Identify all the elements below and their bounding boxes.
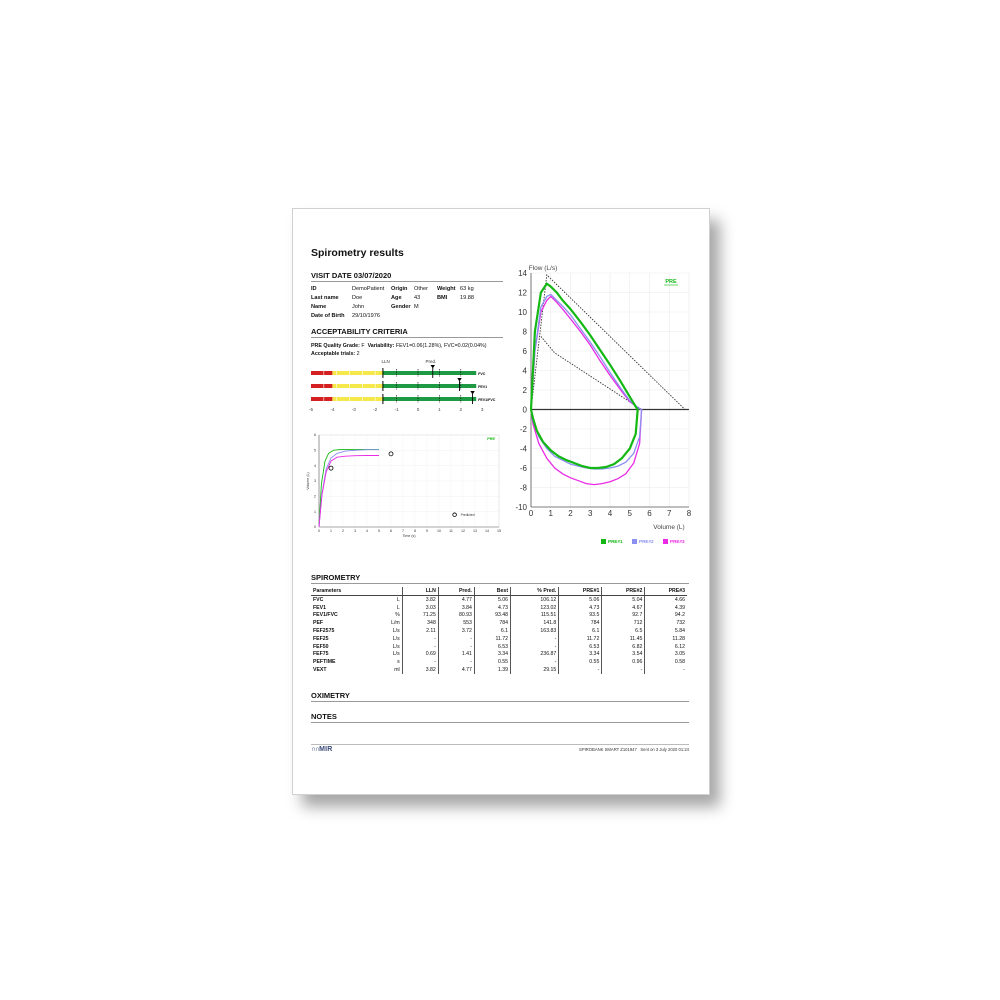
table-cell: 163.83 [511, 627, 559, 635]
z-axis-tick: -2 [373, 407, 378, 412]
vt-x-tick: 2 [342, 529, 344, 533]
table-cell: - [602, 666, 645, 674]
patient-field-label [391, 312, 414, 321]
fv-y-tick: -10 [515, 502, 527, 512]
vt-x-tick: 11 [449, 529, 453, 533]
z-bar-label: FEV1 [478, 385, 488, 389]
vt-x-tick: 15 [497, 529, 501, 533]
table-cell: - [511, 658, 559, 666]
fv-y-tick: 14 [518, 268, 527, 278]
table-cell: 3.82 [402, 666, 438, 674]
vt-y-tick: 2 [314, 494, 316, 499]
patient-field-value: Other [414, 286, 428, 292]
patient-row [311, 303, 483, 312]
spirometry-table-wrap [311, 587, 687, 674]
spirometry-heading: SPIROMETRY [311, 573, 361, 582]
fv-y-tick: -4 [519, 444, 527, 454]
parameter-name: FEV1/FVC [313, 612, 338, 619]
report-title: Spirometry results [311, 247, 404, 259]
table-cell: 4.67 [602, 604, 645, 612]
spirometry-column-header: PRE#3 [645, 587, 687, 596]
patient-field-label: BMI [437, 295, 448, 301]
parameter-unit: L/s [392, 643, 400, 650]
z-axis-tick: 2 [459, 407, 463, 412]
table-cell: 80.93 [438, 612, 474, 620]
parameter-unit: L/m [391, 620, 400, 627]
fv-x-tick: 1 [548, 509, 553, 518]
table-cell: - [402, 635, 438, 643]
table-cell: 0.58 [645, 658, 687, 666]
z-axis-tick: -4 [330, 407, 335, 412]
table-cell: 94.2 [645, 612, 687, 620]
table-cell: - [645, 666, 687, 674]
table-cell: 93.48 [474, 612, 510, 620]
report-page [292, 208, 710, 795]
spirometry-row [311, 666, 687, 674]
table-cell: 784 [474, 619, 510, 627]
spirometry-row [311, 627, 687, 635]
table-cell: 0.55 [474, 658, 510, 666]
flow-volume-chart [511, 261, 701, 551]
vt-x-tick: 10 [437, 529, 441, 533]
patient-field-label: ID [311, 286, 317, 292]
spirometry-column-header: PRE#2 [602, 587, 645, 596]
patient-field-value: M [414, 304, 419, 310]
fv-x-tick: 5 [627, 509, 632, 518]
volume-time-chart [303, 431, 515, 543]
table-cell: 71.25 [402, 612, 438, 620]
z-axis-tick: 1 [438, 407, 441, 412]
table-cell: - [438, 643, 474, 651]
table-cell: 6.5 [602, 627, 645, 635]
table-cell: 3.34 [474, 651, 510, 659]
footer-info [579, 747, 689, 752]
table-cell: - [511, 643, 559, 651]
fv-y-label: Flow (L/s) [528, 265, 558, 272]
parameter-name: FEV1 [313, 604, 326, 611]
footer-divider [311, 744, 689, 745]
vt-y-tick: 6 [314, 433, 316, 438]
vt-x-tick: 14 [485, 529, 489, 533]
vt-y-tick: 3 [314, 479, 316, 484]
pred-label: Pred. [425, 359, 437, 364]
table-cell: 141.8 [511, 619, 559, 627]
spirometry-row [311, 619, 687, 627]
parameter-name: PEFTIME [313, 659, 336, 666]
spirometry-column-header: LLN [402, 587, 438, 596]
table-cell: - [559, 666, 602, 674]
parameter-name: FEF2575 [313, 628, 335, 635]
table-cell: 92.7 [602, 612, 645, 620]
table-cell: 3.72 [438, 627, 474, 635]
patient-field-value: 19.88 [460, 295, 474, 301]
table-cell: 2.11 [402, 627, 438, 635]
spirometry-table [311, 587, 687, 674]
quality-label: PRE Quality Grade: [311, 343, 360, 349]
patient-field-value: 43 [414, 295, 421, 301]
fv-y-tick: 0 [522, 405, 527, 415]
patient-field-value [460, 303, 483, 312]
vt-x-tick: 6 [390, 529, 392, 533]
z-bar-red [311, 384, 332, 388]
fv-x-tick: 0 [528, 509, 534, 518]
patient-field-value [414, 312, 437, 321]
parameter-name: FEF50 [313, 643, 329, 650]
fv-y-tick: -6 [519, 463, 527, 473]
table-cell: - [402, 658, 438, 666]
z-bar-label: FVC [478, 372, 486, 376]
vt-y-tick: 0 [314, 525, 316, 530]
z-axis-tick: -3 [351, 407, 356, 412]
table-cell: 6.12 [645, 643, 687, 651]
patient-field-value: 63 kg [460, 286, 474, 292]
fv-y-tick: 8 [522, 327, 527, 337]
parameter-name: FEF75 [313, 651, 329, 658]
parameter-unit: L [396, 596, 400, 603]
table-cell: 4.66 [645, 596, 687, 604]
table-cell: 0.96 [602, 658, 645, 666]
table-cell: 6.1 [559, 627, 602, 635]
vt-x-tick: 5 [378, 529, 380, 533]
vt-y-tick: 4 [314, 463, 316, 468]
parameter-unit: L/s [392, 651, 400, 658]
spirometry-column-header: Pred. [438, 587, 474, 596]
z-axis-tick: -1 [394, 407, 399, 412]
acceptability-heading: ACCEPTABILITY CRITERIA [311, 327, 408, 336]
notes-heading: NOTES [311, 712, 337, 721]
z-axis-tick: -5 [308, 407, 314, 412]
variability-label: Variability: [367, 343, 395, 349]
vt-x-tick: 4 [366, 529, 368, 533]
table-cell: - [511, 635, 559, 643]
fv-legend-label: PRE#3 [670, 539, 685, 544]
vt-x-label: Time (s) [402, 534, 416, 538]
table-cell: 3.54 [602, 651, 645, 659]
fv-y-tick: 4 [522, 366, 527, 376]
table-cell: 11.72 [559, 635, 602, 643]
fv-y-tick: 12 [518, 288, 527, 298]
fv-y-tick: 10 [518, 307, 527, 317]
vt-predicted-marker [329, 466, 333, 470]
vt-tag: PRE [487, 437, 495, 441]
spirometry-row [311, 651, 687, 659]
table-cell: 6.1 [474, 627, 510, 635]
parameter-unit: s [397, 659, 400, 666]
table-cell: 1.39 [474, 666, 510, 674]
table-cell: 6.53 [559, 643, 602, 651]
parameter-unit: ml [394, 667, 400, 674]
table-cell: 4.77 [438, 596, 474, 604]
table-cell: 5.06 [474, 596, 510, 604]
parameter-name: FEF25 [313, 635, 329, 642]
patient-field-label: Gender [391, 304, 411, 310]
table-cell: 5.84 [645, 627, 687, 635]
parameter-name: FVC [313, 596, 324, 603]
table-cell: 5.04 [602, 596, 645, 604]
vt-x-tick: 8 [414, 529, 416, 533]
variability-value: FEV1=0.06(1.28%), FVC=0.02(0.04%) [395, 343, 487, 349]
spirometry-header-row [311, 587, 687, 596]
vt-y-label: Volume (L) [306, 472, 310, 490]
table-cell: 553 [438, 619, 474, 627]
table-cell: - [402, 643, 438, 651]
divider [311, 337, 503, 338]
fv-legend-label: PRE#2 [639, 539, 654, 544]
fv-legend-label: PRE#1 [608, 539, 623, 544]
spirometry-row [311, 635, 687, 643]
patient-row [311, 285, 483, 294]
z-bar-label: FEV1/FVC [478, 398, 496, 402]
fv-y-tick: 2 [522, 385, 527, 395]
quality-value: F [361, 343, 365, 349]
table-cell: 11.45 [602, 635, 645, 643]
patient-field-label: Name [311, 304, 327, 310]
patient-field-label: Weight [437, 286, 456, 292]
table-cell: 93.5 [559, 612, 602, 620]
table-cell: 4.73 [559, 604, 602, 612]
table-cell: 11.28 [645, 635, 687, 643]
sent-timestamp: Sent on 3 July 2020 01:24 [640, 747, 689, 752]
table-cell: 1.41 [438, 651, 474, 659]
fv-x-tick: 8 [686, 509, 692, 518]
table-cell: 3.82 [402, 596, 438, 604]
patient-field-value: John [352, 304, 365, 310]
trials-label: Acceptable trials: [311, 351, 356, 357]
vt-predicted-marker [389, 452, 393, 456]
patient-field-value: 29/10/1976 [352, 313, 380, 319]
spirometry-row [311, 604, 687, 612]
spirometry-column-header: % Pred. [511, 587, 559, 596]
trials-value: 2 [356, 351, 360, 357]
spirometry-column-header: PRE#1 [559, 587, 602, 596]
table-cell: 0.69 [402, 651, 438, 659]
z-score-bars [307, 354, 496, 414]
spirometry-column-header: Parameters [311, 587, 376, 596]
table-cell: 6.82 [602, 643, 645, 651]
fv-y-tick: 6 [522, 346, 527, 356]
vt-x-tick: 0 [318, 529, 320, 533]
patient-field-label [437, 303, 460, 312]
vt-x-tick: 12 [461, 529, 465, 533]
spirometry-column-header: Best [474, 587, 510, 596]
patient-row [311, 294, 483, 303]
visit-date-heading: VISIT DATE 03/07/2020 [311, 271, 392, 280]
patient-field-label [437, 312, 460, 321]
patient-field-value: DemoPatient [352, 286, 385, 292]
spirometry-row [311, 643, 687, 651]
fv-x-tick: 7 [667, 509, 672, 518]
table-cell: 3.05 [645, 651, 687, 659]
logo-mark-icon: ∩∩ [311, 746, 320, 753]
parameter-unit: L/s [392, 635, 400, 642]
parameter-name: VEXT [313, 667, 327, 674]
patient-field-label: Date of Birth [311, 313, 345, 319]
z-bar-red [311, 371, 332, 375]
spirometry-column-header [376, 587, 402, 596]
parameter-unit: L/s [392, 628, 400, 635]
table-cell: 3.34 [559, 651, 602, 659]
table-cell: 3.84 [438, 604, 474, 612]
parameter-name: PEF [313, 620, 324, 627]
table-cell: 29.15 [511, 666, 559, 674]
vt-x-tick: 13 [473, 529, 477, 533]
spirometry-row [311, 658, 687, 666]
fv-tag: PRE [665, 279, 677, 285]
patient-field-label: Origin [391, 286, 408, 292]
patient-info [311, 285, 483, 321]
vt-x-tick: 9 [426, 529, 428, 533]
z-axis-tick: 3 [480, 407, 484, 412]
divider [311, 281, 503, 282]
quality-line [311, 342, 487, 350]
fv-legend-swatch [663, 539, 668, 544]
table-cell: 4.39 [645, 604, 687, 612]
fv-legend-swatch [601, 539, 606, 544]
z-marker-triangle [457, 378, 461, 382]
patient-field-value [460, 312, 483, 321]
vt-predicted-legend-marker [453, 513, 457, 517]
patient-row [311, 312, 483, 321]
vt-x-tick: 7 [402, 529, 404, 533]
fv-y-tick: -8 [519, 483, 527, 493]
table-cell: 5.06 [559, 596, 602, 604]
vt-x-tick: 3 [354, 529, 356, 533]
mir-logo [311, 746, 333, 753]
patient-table [311, 285, 483, 321]
patient-field-label: Last name [311, 295, 339, 301]
divider [311, 583, 689, 584]
table-cell: 712 [602, 619, 645, 627]
patient-field-label: Age [391, 295, 402, 301]
z-marker-triangle [431, 365, 435, 369]
table-cell: - [438, 658, 474, 666]
table-cell: 784 [559, 619, 602, 627]
divider [311, 722, 689, 723]
table-cell: 4.73 [474, 604, 510, 612]
spirometry-row [311, 612, 687, 620]
spirometry-row [311, 596, 687, 604]
table-cell: 0.55 [559, 658, 602, 666]
table-cell: 732 [645, 619, 687, 627]
fv-x-tick: 4 [607, 509, 613, 518]
vt-predicted-label: Predicted [460, 512, 475, 517]
vt-y-tick: 1 [314, 509, 316, 514]
fv-x-label: Volume (L) [653, 524, 685, 531]
fv-x-tick: 2 [568, 509, 573, 518]
table-cell: 123.02 [511, 604, 559, 612]
table-cell: 115.51 [511, 612, 559, 620]
fv-x-tick: 6 [647, 509, 652, 518]
table-cell: 348 [402, 619, 438, 627]
table-cell: 236.87 [511, 651, 559, 659]
table-cell: 11.72 [474, 635, 510, 643]
device-name: SPIROBANK SMART Z101947 [579, 747, 637, 752]
logo-text: MIR [319, 746, 333, 753]
parameter-unit: L [396, 604, 400, 611]
parameter-unit: % [395, 612, 400, 619]
table-cell: - [438, 635, 474, 643]
fv-legend-swatch [632, 539, 637, 544]
z-bar-red [311, 397, 332, 401]
vt-y-tick: 5 [314, 448, 316, 453]
lln-label: LLN [381, 359, 390, 364]
z-axis-tick: 0 [416, 407, 420, 412]
table-cell: 6.53 [474, 643, 510, 651]
table-cell: 3.03 [402, 604, 438, 612]
vt-x-tick: 1 [330, 529, 332, 533]
oximetry-heading: OXIMETRY [311, 691, 350, 700]
fv-y-tick: -2 [519, 424, 527, 434]
fv-x-tick: 3 [588, 509, 593, 518]
table-cell: 4.77 [438, 666, 474, 674]
z-marker-triangle [470, 391, 474, 395]
divider [311, 701, 689, 702]
table-cell: 106.12 [511, 596, 559, 604]
patient-field-value: Doe [352, 295, 363, 301]
